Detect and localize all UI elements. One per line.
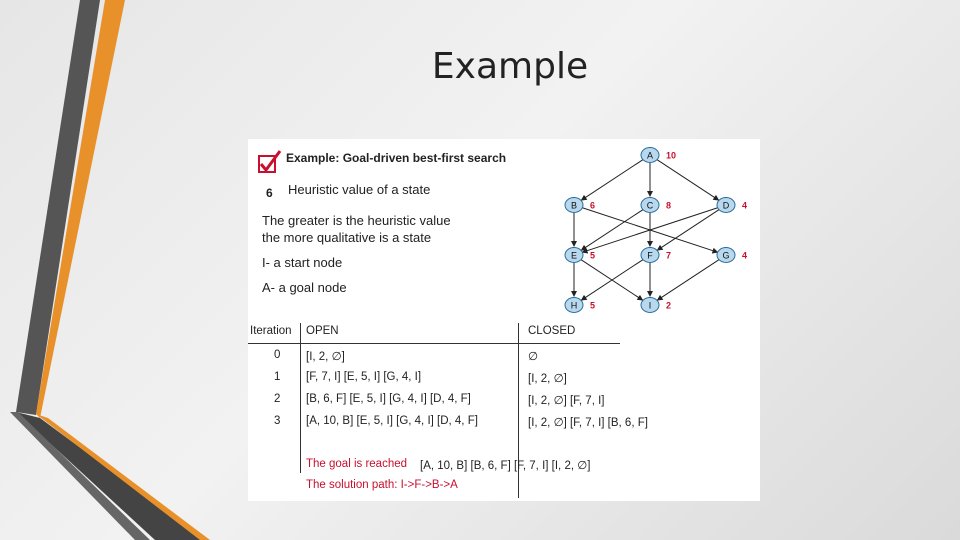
slide-title: Example — [431, 46, 589, 87]
graph-node-label: C — [646, 200, 654, 211]
graph-node-E — [565, 248, 595, 263]
graph-edge-D-F — [658, 209, 720, 250]
graph-node-value: 5 — [590, 250, 596, 261]
example-figure — [248, 139, 760, 501]
header-closed: CLOSED — [528, 325, 576, 337]
graph-node-value: 10 — [666, 150, 677, 161]
goal-reached-label: The goal is reached — [306, 458, 408, 470]
graph-node-label: G — [722, 250, 730, 261]
solution-path: The solution path: I->F->B->A — [306, 479, 458, 491]
graph-node-B — [565, 198, 595, 213]
row-3-closed: [I, 2, ∅] [F, 7, I] [B, 6, F] — [528, 417, 648, 429]
graph-node-value: 7 — [666, 250, 672, 261]
header-open: OPEN — [306, 325, 339, 337]
graph-node-H — [565, 298, 595, 313]
row-0-closed: ∅ — [528, 351, 539, 363]
graph-node-value: 4 — [742, 250, 748, 261]
graph-node-value: 2 — [666, 300, 672, 311]
graph-node-D — [717, 198, 747, 213]
header-iteration: Iteration — [250, 325, 292, 337]
graph-node-F — [641, 248, 671, 263]
graph-node-value: 4 — [742, 200, 748, 211]
graph-node-C — [641, 198, 671, 213]
row-2-closed: [I, 2, ∅] [F, 7, I] — [528, 395, 605, 407]
graph-edge-A-B — [582, 159, 644, 200]
row-1-closed: [I, 2, ∅] — [528, 373, 567, 385]
heuristic-number: 6 — [266, 186, 273, 200]
row-0-iter: 0 — [274, 349, 281, 361]
search-graph — [548, 139, 760, 319]
checkmark-icon — [256, 149, 282, 175]
graph-node-label: E — [570, 250, 578, 261]
start-node-label: I- a start node — [262, 255, 343, 270]
graph-edge-G-I — [658, 259, 720, 300]
row-2-open: [B, 6, F] [E, 5, I] [G, 4, I] [D, 4, F] — [306, 393, 471, 405]
graph-node-label: I — [648, 300, 652, 311]
heuristic-label: Heuristic value of a state — [288, 182, 431, 197]
row-3-open: [A, 10, B] [E, 5, I] [G, 4, I] [D, 4, F] — [306, 415, 478, 427]
graph-node-label: F — [647, 250, 653, 261]
iteration-table — [248, 323, 760, 501]
row-0-open: [I, 2, ∅] — [306, 351, 345, 363]
description-line-1: The greater is the heuristic value — [262, 213, 451, 228]
graph-node-label: B — [570, 200, 578, 211]
graph-node-value: 8 — [666, 200, 672, 211]
column-divider-1 — [300, 323, 301, 473]
graph-node-label: D — [722, 200, 730, 211]
graph-edge-C-E — [582, 209, 644, 250]
row-3-iter: 3 — [274, 415, 281, 427]
row-1-iter: 1 — [274, 371, 281, 383]
description-line-2: the more qualitative is a state — [262, 230, 432, 245]
figure-heading: Example: Goal-driven best-first search — [286, 151, 507, 165]
graph-node-I — [641, 298, 671, 313]
graph-node-label: H — [570, 300, 578, 311]
graph-node-value: 6 — [590, 200, 596, 211]
row-2-iter: 2 — [274, 393, 281, 405]
goal-reached-value: [A, 10, B] [B, 6, F] [F, 7, I] [I, 2, ∅] — [420, 460, 591, 472]
graph-node-G — [717, 248, 747, 263]
graph-edge-A-D — [657, 159, 719, 200]
graph-node-label: A — [646, 150, 654, 161]
graph-node-value: 5 — [590, 300, 596, 311]
header-divider — [248, 343, 620, 344]
goal-node-label: A- a goal node — [262, 280, 347, 295]
row-1-open: [F, 7, I] [E, 5, I] [G, 4, I] — [306, 371, 422, 383]
